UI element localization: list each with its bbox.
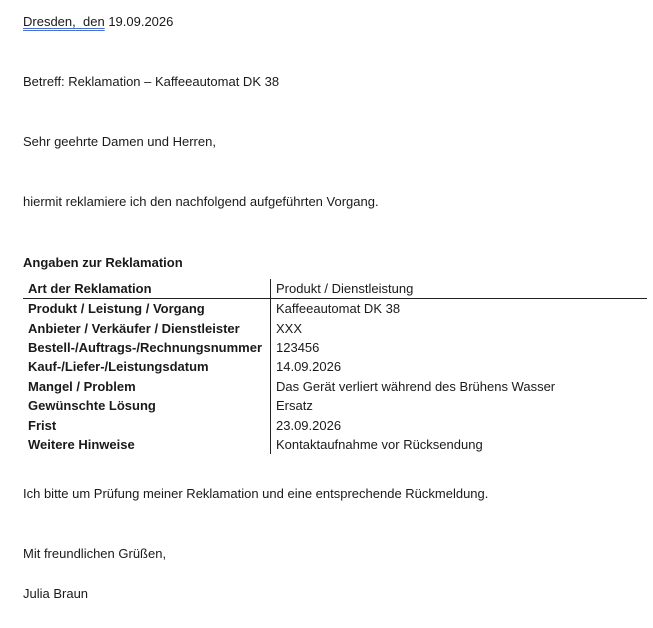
subject-line: Betreff: Reklamation – Kaffeeautomat DK 38 <box>23 74 280 89</box>
signature-name: Julia Braun <box>23 586 89 601</box>
table-row <box>23 338 647 357</box>
row-value: XXX <box>276 320 303 336</box>
claim-details-table <box>23 279 647 454</box>
date-word: den <box>82 14 105 29</box>
place-date-word <box>23 14 105 29</box>
row-label: Weitere Hinweise <box>23 435 271 454</box>
place: Dresden, <box>23 14 76 29</box>
row-value: 23.09.2026 <box>276 417 342 433</box>
row-label: Bestell-/Auftrags-/Rechnungsnummer <box>23 338 271 357</box>
table-row <box>23 415 647 434</box>
table-row <box>23 377 647 396</box>
table-row <box>23 318 647 337</box>
row-value: Das Gerät verliert während des Brühens Wasser <box>276 378 556 394</box>
letter-date: 19.09.2026 <box>108 14 174 29</box>
row-label: Kauf-/Liefer-/Leistungsdatum <box>23 357 271 376</box>
intro-text: hiermit reklamiere ich den nachfolgend aufgeführten Vorgang. <box>23 194 379 209</box>
table-header-cell: Art der Reklamation <box>23 279 271 299</box>
row-value: Kontaktaufnahme vor Rücksendung <box>276 436 483 452</box>
row-label: Anbieter / Verkäufer / Dienstleister <box>23 318 271 337</box>
table-row <box>23 299 647 319</box>
table-row <box>23 435 647 454</box>
row-label: Gewünschte Lösung <box>23 396 271 415</box>
closing-request: Ich bitte um Prüfung meiner Reklamation und eine entsprechende Rückmeldung. <box>23 486 489 501</box>
salutation: Sehr geehrte Damen und Herren, <box>23 134 216 149</box>
row-value: 14.09.2026 <box>276 359 342 375</box>
date-line <box>23 14 173 30</box>
table-header-cell: Produkt / Dienstleistung <box>271 279 648 299</box>
table-row <box>23 357 647 376</box>
section-title: Angaben zur Reklamation <box>23 255 183 270</box>
row-value: Kaffeeautomat DK 38 <box>276 301 401 317</box>
row-value: 123456 <box>276 339 320 355</box>
row-label: Frist <box>23 415 271 434</box>
table-row <box>23 396 647 415</box>
table-header-row <box>23 279 647 299</box>
closing-greeting: Mit freundlichen Grüßen, <box>23 546 167 561</box>
row-label: Produkt / Leistung / Vorgang <box>23 299 271 319</box>
row-value: Ersatz <box>276 398 313 414</box>
row-label: Mangel / Problem <box>23 377 271 396</box>
